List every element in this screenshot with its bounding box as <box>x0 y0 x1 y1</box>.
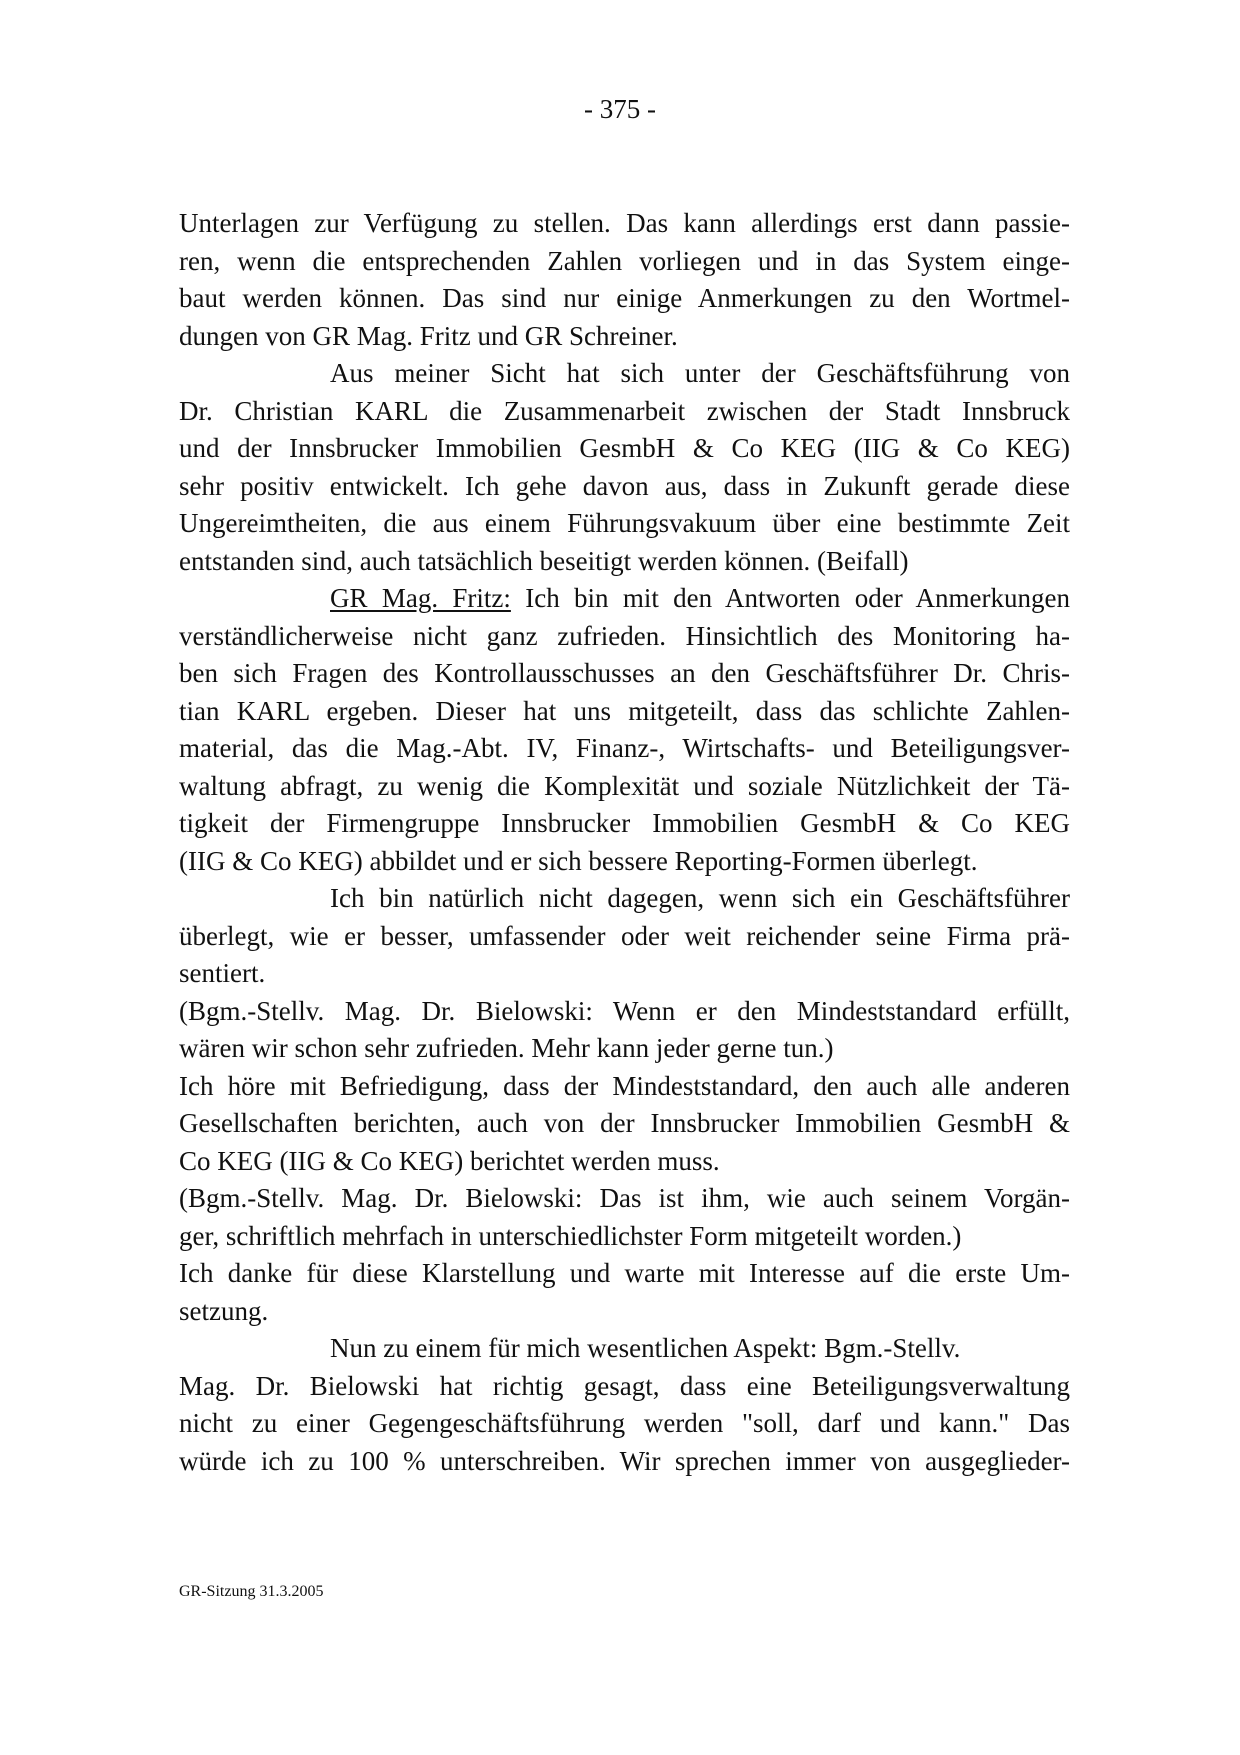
text-line: Ich danke für diese Klarstellung und warte mit Interesse auf die erste Um- <box>179 1258 1070 1288</box>
footer-session-date: GR-Sitzung 31.3.2005 <box>179 1583 324 1600</box>
text-line: dungen von GR Mag. Fritz und GR Schreiner. <box>179 320 678 351</box>
interjection-line: (Bgm.-Stellv. Mag. Dr. Bielowski: Das ist ihm, wie auch seinem Vorgän- <box>179 1183 1070 1213</box>
text-line: waltung abfragt, zu wenig die Komplexität und soziale Nützlichkeit der Tä- <box>179 770 1070 801</box>
interjection-line: (Bgm.-Stellv. Mag. Dr. Bielowski: Wenn er den Mindeststandard erfüllt, <box>179 995 1070 1026</box>
text-line: Gesellschaften berichten, auch von der Innsbrucker Immobilien GesmbH & <box>179 1108 1070 1138</box>
text-line: sentiert. <box>179 958 266 988</box>
text-line: ben sich Fragen des Kontrollausschusses an den Geschäftsführer Dr. Chris- <box>179 658 1070 688</box>
text-line: und der Innsbrucker Immobilien GesmbH & Co KEG (IIG & Co KEG) <box>179 433 1070 463</box>
text-line: würde ich zu 100 % unterschreiben. Wir sprechen immer von ausgeglieder- <box>179 1445 1070 1476</box>
text-line: nicht zu einer Gegengeschäftsführung werden "soll, darf und kann." Das <box>179 1408 1070 1438</box>
page-number: - 375 - <box>584 94 656 124</box>
text-line: setzung. <box>179 1295 269 1326</box>
text-line: ren, wenn die entsprechenden Zahlen vorliegen und in das System einge- <box>179 245 1070 276</box>
text-line: Nun zu einem für mich wesentlichen Aspekt: Bgm.-Stellv. <box>330 1333 961 1363</box>
interjection-line: wären wir schon sehr zufrieden. Mehr kann jeder gerne tun.) <box>179 1033 834 1063</box>
text-line: Ich bin natürlich nicht dagegen, wenn sich ein Geschäftsführer <box>330 883 1070 913</box>
text-line: Aus meiner Sicht hat sich unter der Geschäftsführung von <box>330 358 1070 388</box>
speaker-text: Ich bin mit den Antworten oder Anmerkungen <box>525 583 1071 613</box>
text-line: sehr positiv entwickelt. Ich gehe davon aus, dass in Zukunft gerade diese <box>179 470 1070 501</box>
interjection-line: ger, schriftlich mehrfach in unterschiedlichster Form mitgeteilt worden.) <box>179 1220 962 1251</box>
text-line: tian KARL ergeben. Dieser hat uns mitgeteilt, dass das schlichte Zahlen- <box>179 695 1070 726</box>
text-line: Mag. Dr. Bielowski hat richtig gesagt, dass eine Beteiligungsverwaltung <box>179 1370 1070 1401</box>
body-text <box>179 205 1070 1480</box>
text-line: tigkeit der Firmengruppe Innsbrucker Immobilien GesmbH & Co KEG <box>179 808 1070 838</box>
text-line: Ich höre mit Befriedigung, dass der Mindeststandard, den auch alle anderen <box>179 1070 1070 1101</box>
text-line: baut werden können. Das sind nur einige Anmerkungen zu den Wortmel- <box>179 283 1070 313</box>
text-line: Dr. Christian KARL die Zusammenarbeit zwischen der Stadt Innsbruck <box>179 395 1070 426</box>
speaker-line <box>179 580 1070 618</box>
text-line: (IIG & Co KEG) abbildet und er sich bessere Reporting-Formen überlegt. <box>179 845 978 876</box>
text-line: material, das die Mag.-Abt. IV, Finanz-, Wirtschafts- und Beteiligungsver- <box>179 733 1070 763</box>
text-line: entstanden sind, auch tatsächlich beseitigt werden können. (Beifall) <box>179 545 909 576</box>
text-line: Unterlagen zur Verfügung zu stellen. Das kann allerdings erst dann passie- <box>179 208 1070 238</box>
text-line: Ungereimtheiten, die aus einem Führungsvakuum über eine bestimmte Zeit <box>179 508 1070 538</box>
speaker-name: GR Mag. Fritz: <box>330 583 511 613</box>
text-line: überlegt, wie er besser, umfassender oder weit reichender seine Firma prä- <box>179 920 1070 951</box>
text-line: Co KEG (IIG & Co KEG) berichtet werden muss. <box>179 1145 720 1176</box>
text-line: verständlicherweise nicht ganz zufrieden. Hinsichtlich des Monitoring ha- <box>179 620 1070 651</box>
